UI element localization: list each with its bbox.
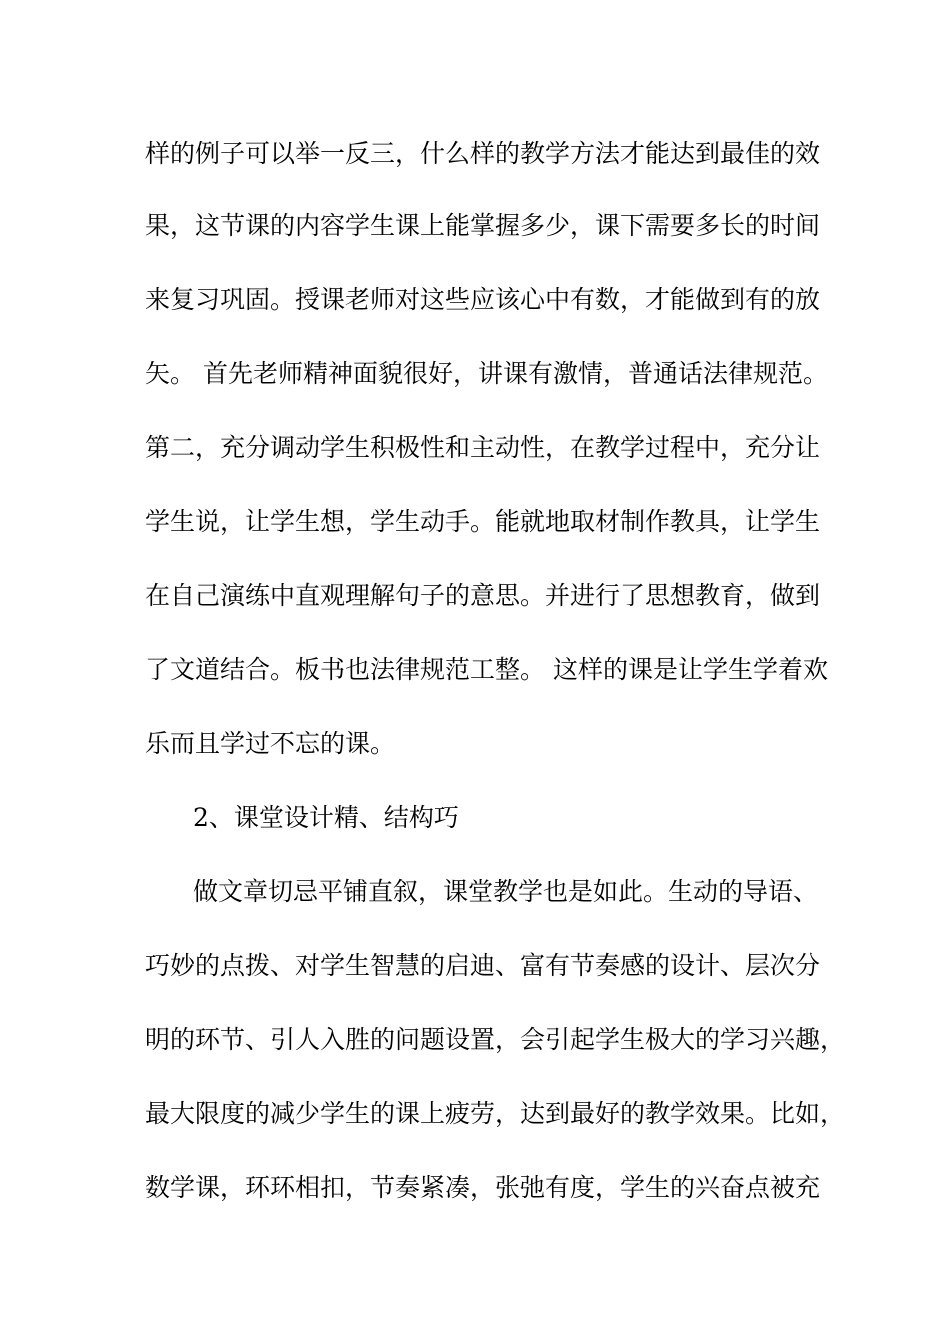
body-text-line: 乐而且学过不忘的课。: [145, 729, 396, 758]
body-text-line: 来复习巩固。授课老师对这些应该心中有数，才能做到有的放: [145, 285, 821, 314]
paragraph-first-line: 做文章切忌平铺直叙，课堂教学也是如此。生动的导语、: [193, 877, 819, 906]
body-text-line: 样的例子可以举一反三，什么样的教学方法才能达到最佳的效: [145, 139, 821, 168]
body-text-line: 在自己演练中直观理解句子的意思。并进行了思想教育，做到: [145, 581, 821, 610]
body-text-line: 巧妙的点拨、对学生智慧的启迪、富有节奏感的设计、层次分: [145, 951, 821, 980]
body-text-line: 果，这节课的内容学生课上能掌握多少，课下需要多长的时间: [145, 211, 821, 240]
section-heading: 2、课堂设计精、结构巧: [193, 803, 459, 832]
body-text-line: 矢。 首先老师精神面貌很好，讲课有激情，普通话法律规范。: [145, 359, 828, 388]
body-text-line: 学生说，让学生想，学生动手。能就地取材制作教具，让学生: [145, 507, 821, 536]
body-text-line: 数学课，环环相扣，节奏紧凑，张弛有度，学生的兴奋点被充: [145, 1173, 821, 1202]
body-text-line: 最大限度的减少学生的课上疲劳，达到最好的教学效果。比如，: [145, 1099, 846, 1128]
body-text-line: 了文道结合。板书也法律规范工整。 这样的课是让学生学着欢: [145, 655, 828, 684]
body-text-line: 第二，充分调动学生积极性和主动性，在教学过程中，充分让: [145, 433, 821, 462]
body-text-line: 明的环节、引人入胜的问题设置，会引起学生极大的学习兴趣，: [145, 1025, 846, 1054]
